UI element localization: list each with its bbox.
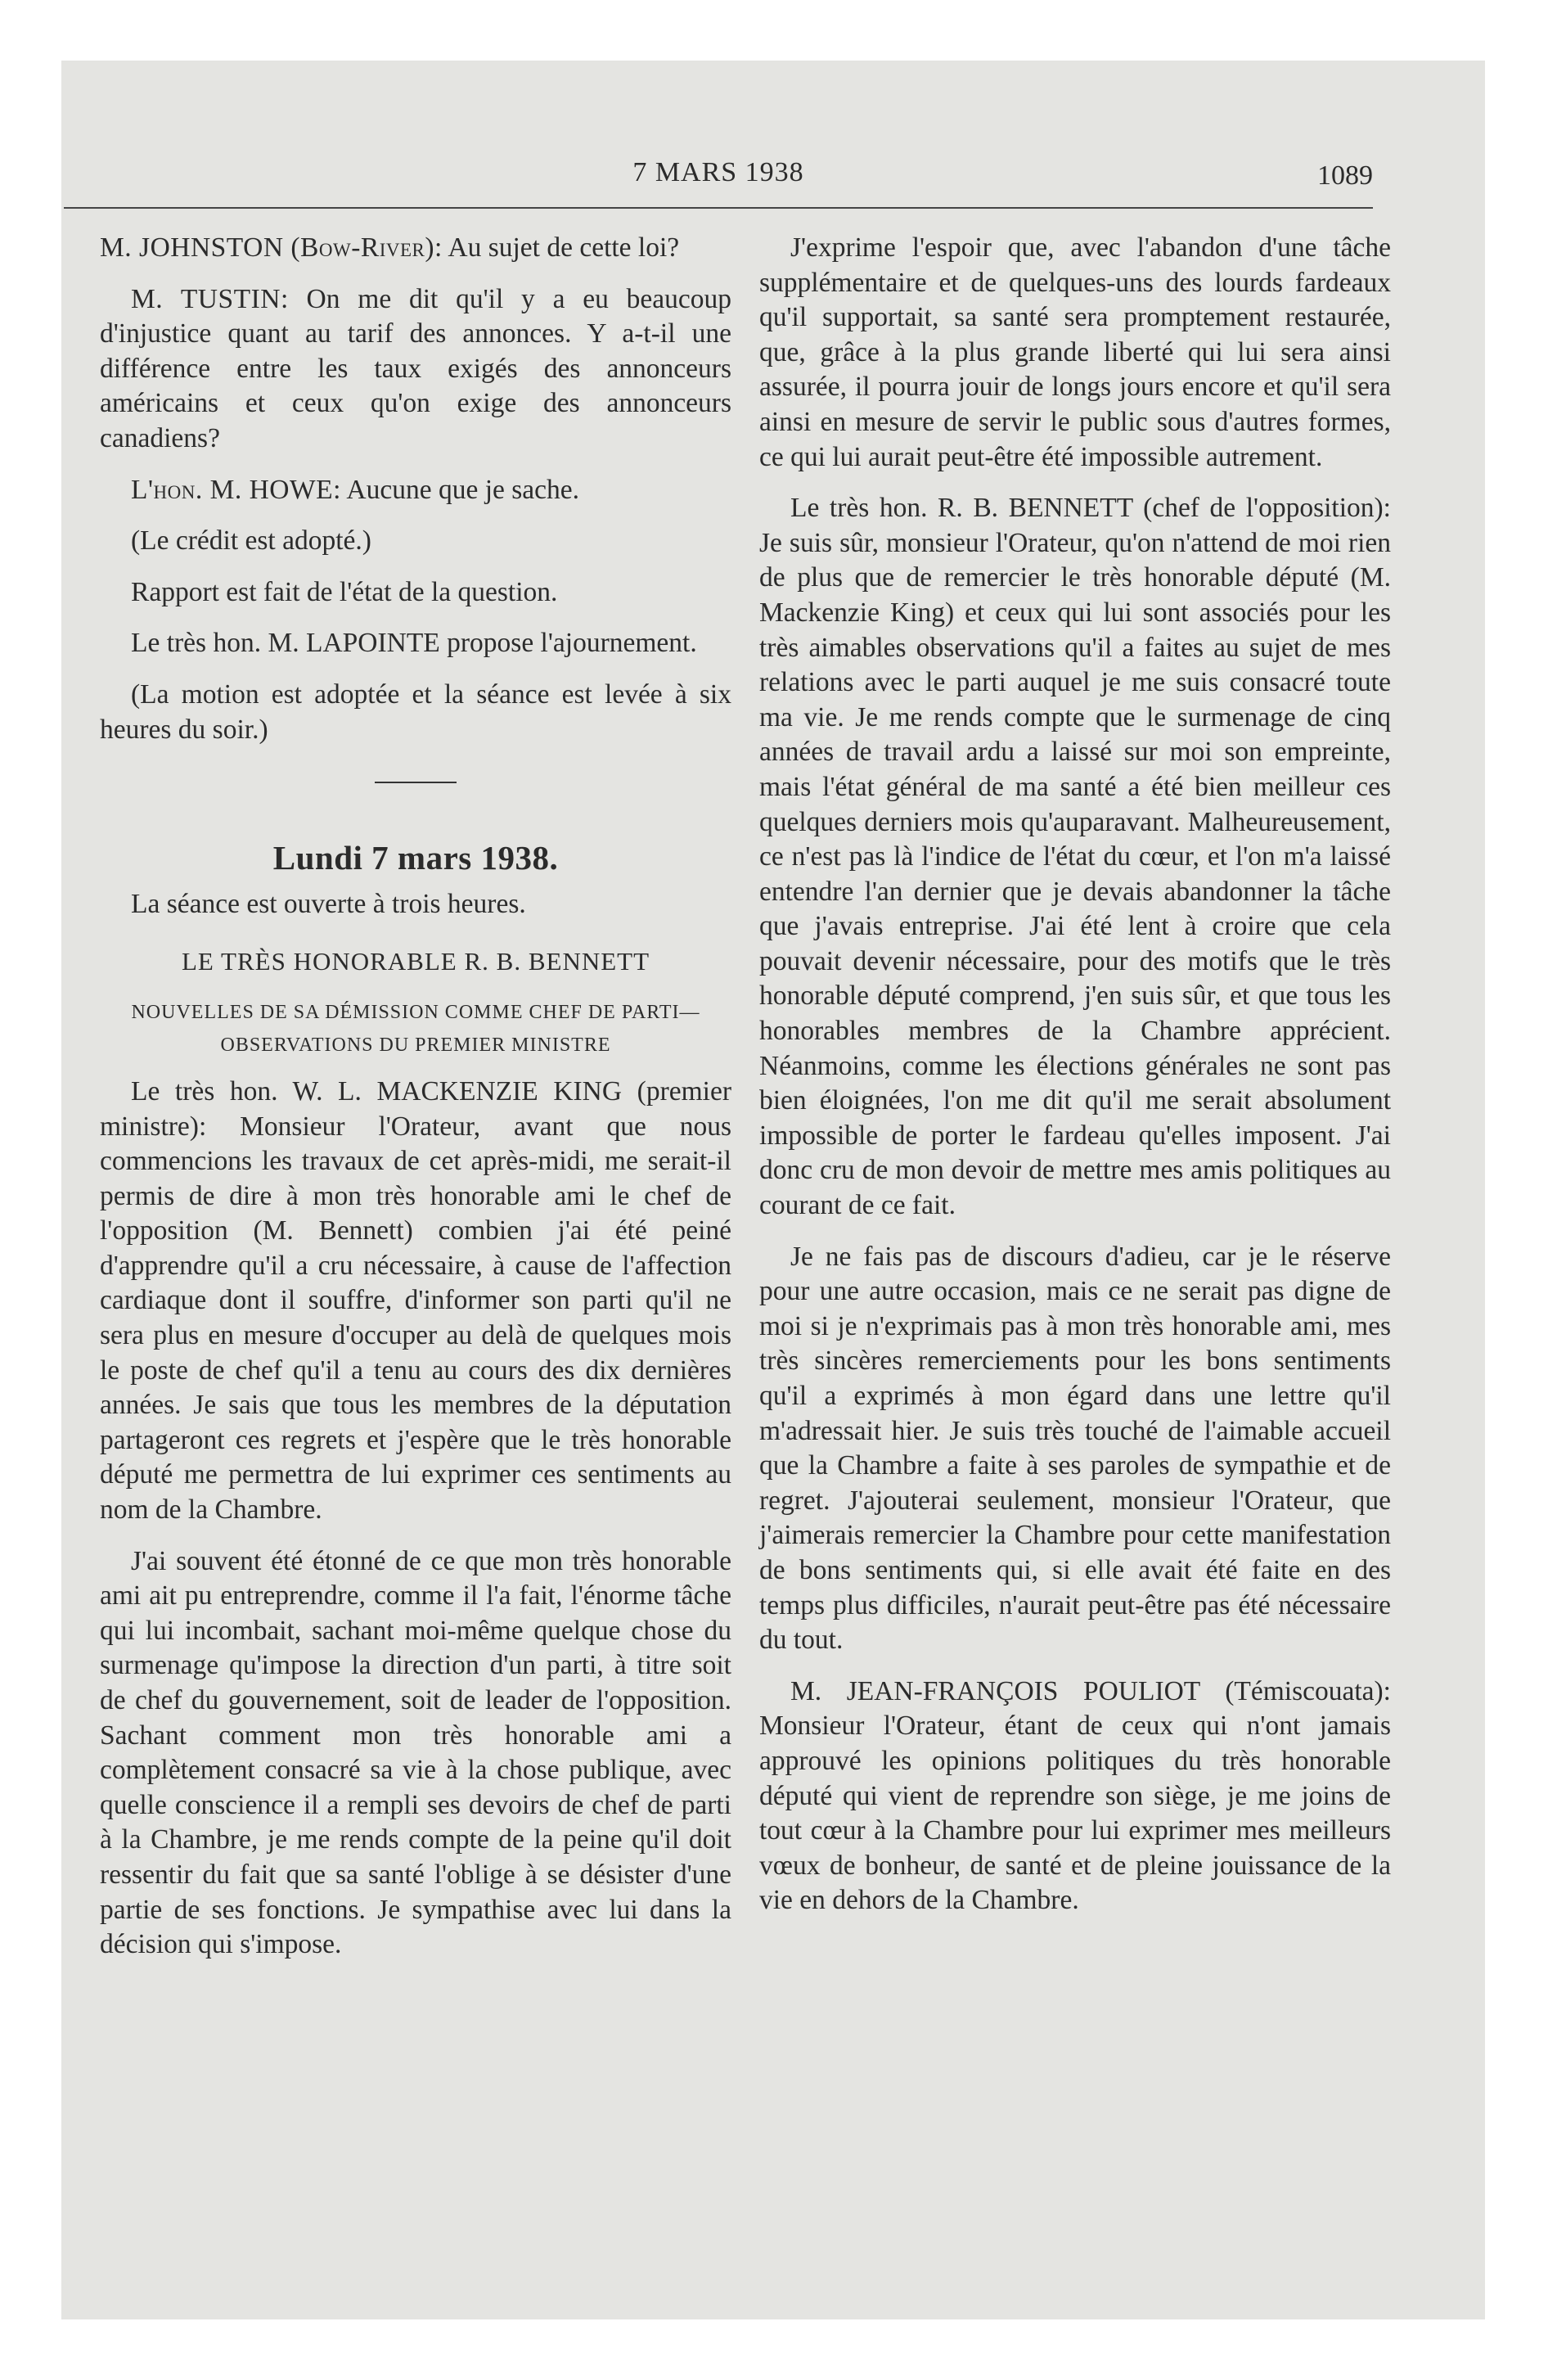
subject-title: LE TRÈS HONORABLE R. B. BENNETT: [181, 947, 650, 976]
sitting-opening: La séance est ouverte à trois heures.: [131, 888, 526, 919]
paragraph-text: propose l'ajournement.: [439, 628, 697, 659]
paragraph: [100, 626, 731, 661]
header-date: 7 MARS 1938: [632, 157, 804, 187]
speaker-name: Le très hon. R. B. BENNETT: [790, 493, 1133, 524]
page-number: 1089: [1317, 160, 1373, 191]
paragraph: [759, 1675, 1391, 1918]
day-heading: Lundi 7 mars 1938.: [272, 839, 559, 877]
paragraph-text: On me dit qu'il y a eu beaucoup d'injustice quant au tarif des annonces. Y a-t-il une différence entre les taux exigés des annonceurs américains et ceux qu'on exige des annonceurs canadiens?: [100, 283, 731, 453]
speaker-name: L'hon. M. HOWE:: [131, 474, 341, 505]
paragraph: [100, 473, 731, 508]
paragraph: (La motion est adoptée et la séance est levée à six heures du soir.): [100, 678, 731, 745]
paragraph: (Le crédit est adopté.): [131, 525, 371, 557]
speaker-name: M. JEAN-FRANÇOIS POULIOT: [790, 1675, 1200, 1706]
paragraph: J'exprime l'espoir que, avec l'abandon d'une tâche supplémentaire et de quelques-uns des lourds fardeaux qu'il supportait, sa santé sera promptement restaurée, que, grâce à la plus grande liberté qui lui sera ainsi assurée, il pourra jouir de longs jours encore et qu'il sera ainsi en mesure de servir le public sous d'autres formes, ce qui lui aurait peut-être été impossible autrement.: [759, 232, 1391, 472]
paragraph: [100, 1075, 731, 1528]
speaker-name: Le très hon. W. L. MACKENZIE KING: [131, 1075, 623, 1107]
right-column: [759, 231, 1391, 1935]
subject-subtitle: NOUVELLES DE SA DÉMISSION COMME CHEF DE PARTI—OBSERVATIONS DU PREMIER MINISTRE: [131, 1001, 700, 1056]
paragraph-text: Au sujet de cette loi?: [442, 232, 680, 263]
left-column: [100, 231, 731, 1979]
speaker-name: M. TUSTIN:: [131, 283, 289, 314]
paragraph-text: (chef de l'opposition): Je suis sûr, monsieur l'Orateur, qu'on n'attend de moi rien de plus que de remercier le très honorable député (M. Mackenzie King) et ceux qui lui sont associés pour les très aimables observations qu'il a faites au sujet de mes relations avec le parti auquel je me suis consacré toute ma vie. Je me rends compte que le surmenage de cinq années de travail ardu a laissé sur moi son empreinte, mais l'état général de ma santé a été bien meilleur ces quelques derniers mois qu'auparavant. Malheureusement, ce n'est pas là l'indice de l'état du cœur, et l'on m'a laissé entendre l'an dernier que je devais abandonner la tâche que j'avais entreprise. J'ai été lent à croire que cela pouvait devenir nécessaire, pour des motifs que le très honorable député comprend, j'en suis sûr, et que tous les honorables membres de la Chambre apprécient. Néanmoins, comme les élections générales ne sont pas bien éloignées, l'on me dit qu'il me serait absolument impossible de porter le fardeau qu'elles imposent. J'ai donc cru de mon devoir de mettre mes amis politiques au courant de ce fait.: [759, 493, 1391, 1221]
header-rule: [64, 207, 1373, 209]
paragraph: [759, 491, 1391, 1223]
paragraph: J'ai souvent été étonné de ce que mon très honorable ami ait pu entreprendre, comme il l'a fait, l'énorme tâche qui lui incombait, sachant moi-même quelque chose du surmenage qu'impose la direction d'un parti, à titre soit de chef du gouvernement, soit de leader de l'opposition. Sachant comment mon très honorable ami a complètement consacré sa vie à la chose publique, avec quelle conscience il a rempli ses devoirs de chef de parti à la Chambre, je me rends compte de la peine qu'il doit ressentir du fait que sa santé l'oblige à se désister d'une partie de ses fonctions. Je sympathise avec lui dans la décision qui s'impose.: [100, 1545, 731, 1960]
speaker-name: M. JOHNSTON (Bow-River):: [100, 232, 443, 263]
paragraph-text: Aucune que je sache.: [340, 474, 580, 505]
paragraph: [100, 282, 731, 457]
paragraph-text: (Témiscouata): Monsieur l'Orateur, étant de ceux qui n'ont jamais approuvé les opinions politiques du très honorable député qui vient de reprendre son siège, je me joins de tout cœur à la Chambre pour lui exprimer mes meilleurs vœux de bonheur, de santé et de pleine jouissance de la vie en dehors de la Chambre.: [759, 1675, 1391, 1916]
section-separator: [375, 782, 457, 783]
paragraph-text: (premier ministre): Monsieur l'Orateur, avant que nous commencions les travaux de cet après-midi, me serait-il permis de dire à mon très honorable ami le chef de l'opposition (M. Bennett) combien j'ai été peiné d'apprendre qu'il a cru nécessaire, à cause de l'affection cardiaque dont il souffre, d'informer son parti qu'il ne sera plus en mesure d'occuper au delà de quelques mois le poste de chef qu'il a tenu au cours des dix dernières années. Je sais que tous les membres de la députation partageront ces regrets et j'espère que le très honorable député me permettra de lui exprimer ces sentiments au nom de la Chambre.: [100, 1075, 731, 1526]
page-header: [64, 157, 1373, 206]
paragraph: Je ne fais pas de discours d'adieu, car je le réserve pour une autre occasion, mais ce ne serait pas digne de moi si je n'exprimais pas à mon très honorable ami, mes très sincères remerciements pour les bons sentiments qu'il a exprimés à mon égard dans une lettre qu'il m'adressait hier. Je suis très touché de l'aimable accueil que la Chambre a faite à ses paroles de sympathie et de regret. J'ajouterai seulement, monsieur l'Orateur, que j'aimerais remercier la Chambre pour cette manifestation de bons sentiments qui, si elle avait été faite en des temps plus difficiles, n'aurait peut-être pas été nécessaire du tout.: [759, 1241, 1391, 1656]
paragraph: Rapport est fait de l'état de la question.: [131, 576, 558, 607]
speaker-name: Le très hon. M. LAPOINTE: [131, 628, 440, 659]
paragraph: [100, 231, 731, 266]
